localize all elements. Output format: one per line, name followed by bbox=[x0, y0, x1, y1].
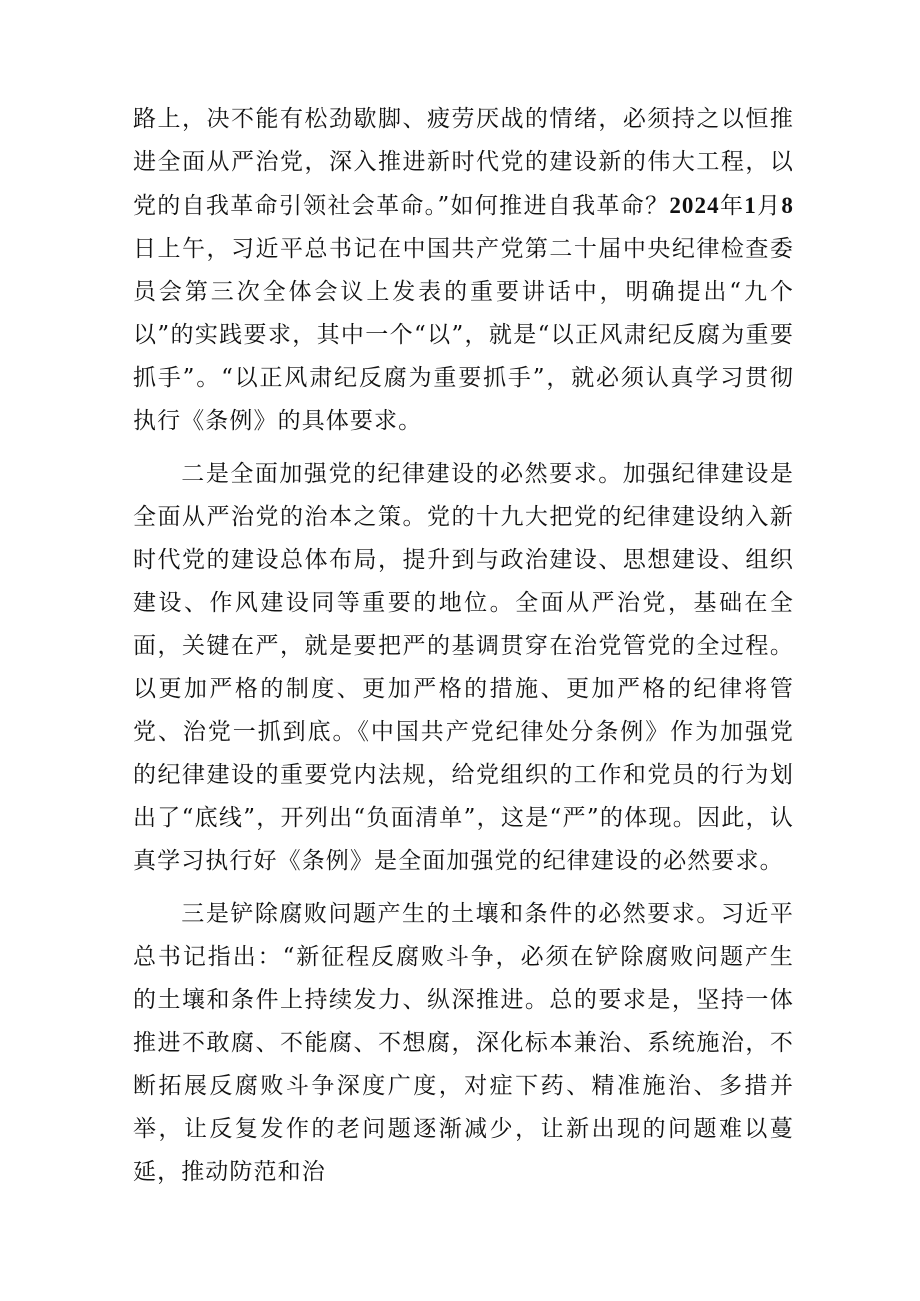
year-number: 2024 bbox=[669, 193, 720, 218]
paragraph-text: 路上，决不能有松劲歇脚、疲劳厌战的情绪，必须持之以恒推进全面从严治党，深入推进新时代党的建设新的伟大工程，以党的自我革命引领社会革命。”如何推进自我革命？ bbox=[133, 106, 794, 219]
month-number: 1 bbox=[744, 193, 757, 218]
date-text: 年 bbox=[719, 193, 745, 219]
date-text: 月 bbox=[756, 193, 782, 219]
paragraph-second-point: 二是全面加强党的纪律建设的必然要求。加强纪律建设是全面从严治党的治本之策。党的十九大把党的纪律建设纳入新时代党的建设总体布局，提升到与政治建设、思想建设、组织建设、作风建设同等重要的地位。全面从严治党，基础在全面，关键在严，就是要把严的基调贯穿在治党管党的全过程。以更加严格的制度、更加严格的措施、更加严格的纪律将管党、治党一抓到底。《中国共产党纪律处分条例》作为加强党的纪律建设的重要党内法规，给党组织的工作和党员的行为划出了“底线”，开列出“负面清单”，这是“严”的体现。因此，认真学习执行好《条例》是全面加强党的纪律建设的必然要求。 bbox=[133, 461, 794, 874]
paragraph-continued bbox=[133, 98, 794, 443]
paragraph-third-point: 三是铲除腐败问题产生的土壤和条件的必然要求。习近平总书记指出：“新征程反腐败斗争，必须在铲除腐败问题产生的土壤和条件上持续发力、纵深推进。总的要求是，坚持一体推进不敢腐、不能腐、不想腐，深化标本兼治、系统施治，不断拓展反腐败斗争深度广度，对症下药、精准施治、多措并举，让反复发作的老问题逐渐减少，让新出现的问题难以蔓延，推动防范和治 bbox=[133, 901, 794, 1185]
day-number: 8 bbox=[781, 193, 794, 218]
paragraph-text: 日上午，习近平总书记在中国共产党第二十届中央纪律检查委员会第三次全体会议上发表的重要讲话中，明确提出“九个以”的实践要求，其中一个“以”，就是“以正风肃纪反腐为重要抓手”。“以正风肃纪反腐为重要抓手”，就必须认真学习贯彻执行《条例》的具体要求。 bbox=[133, 236, 794, 434]
